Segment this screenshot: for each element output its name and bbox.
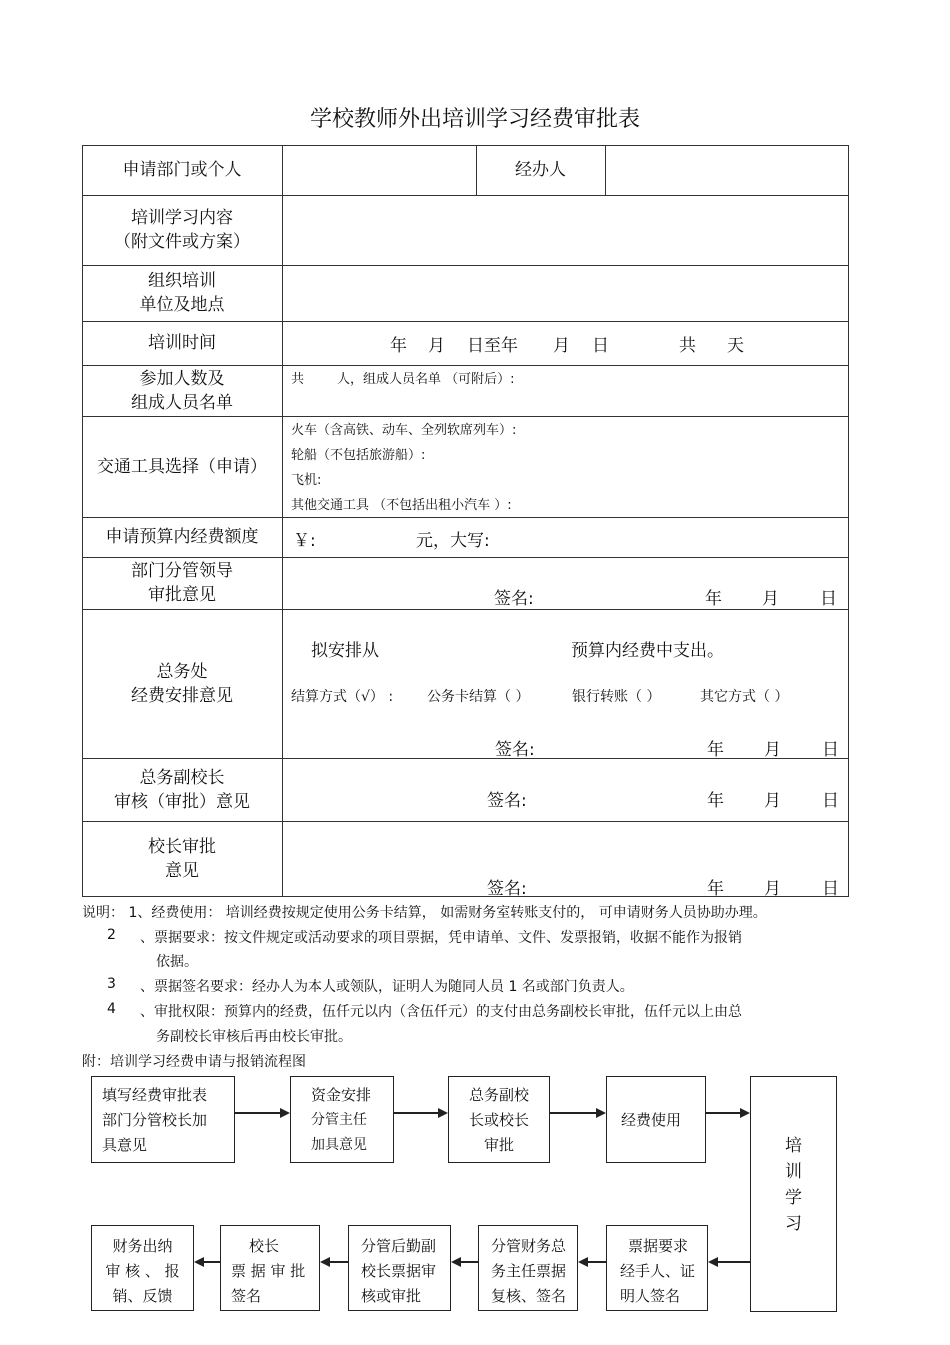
note-3-num: 3 [107,976,116,992]
flow-step-training [750,1076,837,1312]
flow-step-finance-review-line1: 财务出纳 [112,1237,173,1255]
flow-step-training-char4: 习 [785,1214,802,1234]
dept-year: 年 [705,589,722,609]
flow-step-fund-arrange [290,1076,394,1163]
flow-step-fill-form [91,1076,235,1163]
flow-step-fill-form-line3: 具意见 [102,1136,148,1154]
attachment-title: 附：培训学习经费申请与报销流程图 [82,1054,306,1070]
transport-ship: 轮船（不包括旅游船）: [291,448,426,463]
flow-arrow-right-icon [235,1106,290,1120]
flow-step-principal-sign-line1: 校长 [249,1237,280,1255]
flow-arrow-right-icon [550,1106,606,1120]
flow-arrow-left-icon [451,1255,478,1269]
flow-step-receipt-rules [606,1225,708,1311]
flow-step-finance-review-line3: 销、反馈 [112,1287,173,1305]
principal-year: 年 [707,879,724,899]
content-label [82,195,282,265]
dept-label-line2: 审批意见 [148,585,216,605]
transport-label: 交通工具选择（申请） [97,456,267,477]
dept-label [82,557,282,609]
flow-step-vp-approve [448,1076,550,1163]
general-label-line1: 总务处 [156,661,208,682]
note-2-num: 2 [107,927,116,943]
handler-label: 经办人 [515,160,566,180]
flow-step-logistics-vp-line1: 分管后勤副 [361,1237,437,1255]
vp-sign: 签名: [487,791,527,811]
flow-step-vp-approve-line3: 审批 [483,1136,514,1154]
people-total: 共 [291,372,305,387]
budget-label: 申请预算内经费额度 [105,527,259,547]
flow-arrow-left-icon [578,1255,606,1269]
settle-bank: 银行转账（ ） [572,689,661,705]
vp-month: 月 [764,791,781,811]
flow-step-logistics-vp-line3: 核或审批 [361,1287,422,1305]
dept-sign: 签名: [494,589,534,609]
flow-arrow-right-icon [706,1106,750,1120]
flow-step-fund-arrange-line2: 分管主任 [311,1112,367,1128]
flow-step-training-char1: 培 [785,1136,802,1156]
flow-step-fund-arrange-line3: 加具意见 [311,1137,367,1153]
general-sign: 签名: [495,740,535,760]
org-label-line1: 组织培训 [148,271,216,291]
content-label-line1: 培训学习内容 [131,208,233,228]
org-label [82,265,282,321]
flow-step-principal-sign-line3: 签名 [231,1287,262,1305]
org-field[interactable] [282,265,848,321]
dept-day: 日 [820,589,837,609]
transport-plane: 飞机: [291,473,322,488]
people-label-line1: 参加人数及 [139,368,225,389]
org-label-line2: 单位及地点 [139,295,225,315]
flow-arrow-left-icon [708,1255,750,1269]
settle-method: 结算方式（√） : [291,689,394,705]
principal-label-line1: 校长审批 [148,836,216,857]
vp-label [82,758,282,821]
transport-other: 其他交通工具 （不包括出租小汽车 ）: [291,498,512,513]
flow-step-finance-review-line2: 审 核 、 报 [105,1262,180,1280]
handler-field[interactable] [605,145,848,195]
general-year: 年 [707,740,724,760]
time-label: 培训时间 [148,333,216,353]
transport-train: 火车（含高铁、动车、全列软席列车）: [291,423,517,438]
flow-step-use-funds [606,1076,706,1163]
flow-step-training-char2: 训 [785,1162,802,1182]
flow-step-logistics-vp [348,1225,451,1311]
general-month: 月 [764,740,781,760]
vp-day: 日 [822,791,839,811]
settle-other: 其它方式（ ） [700,689,789,705]
flow-step-receipt-rules-line1: 票据要求 [628,1237,689,1255]
flow-step-finance-director-line1: 分管财务总 [491,1237,567,1255]
note-2: 、票据要求：按文件规定或活动要求的项目票据，凭申请单、文件、发票报销，收据不能作为报销 [140,930,742,946]
applicant-field[interactable] [282,145,476,195]
note-4-cont: 务副校长审核后再由校长审批。 [156,1029,352,1045]
flow-step-finance-director-line3: 复核、签名 [491,1287,567,1305]
flow-arrow-left-icon [320,1255,348,1269]
time-day-to: 日至年 [467,336,518,356]
flow-arrow-right-icon [394,1106,448,1120]
time-days: 天 [727,336,744,356]
time-total: 共 [679,336,696,356]
flow-step-receipt-rules-line2: 经手人、证 [620,1262,696,1280]
general-label-line2: 经费安排意见 [131,685,233,706]
general-day: 日 [822,740,839,760]
flow-step-vp-approve-line2: 长或校长 [468,1111,529,1129]
vp-label-line1: 总务副校长 [139,767,225,788]
vp-label-line2: 审核（审批）意见 [114,791,250,812]
note-2-cont: 依据。 [156,954,198,970]
principal-label [82,821,282,896]
vp-year: 年 [707,791,724,811]
note-4: 、审批权限：预算内的经费，伍仟元以内（含伍仟元）的支付由总务副校长审批，伍仟元以上由总 [140,1004,742,1020]
people-label [82,365,282,416]
note-3: 、票据签名要求：经办人为本人或领队，证明人为随同人员 1 名或部门负责人。 [140,979,634,995]
time-day2: 日 [592,336,609,356]
flow-arrow-left-icon [194,1255,220,1269]
flow-step-finance-director [478,1225,578,1311]
flow-step-fill-form-line1: 填写经费审批表 [102,1086,208,1104]
flow-step-finance-review [91,1225,194,1311]
content-field[interactable] [282,195,848,265]
page-title: 学校教师外出培训学习经费审批表 [309,107,640,132]
time-month: 月 [428,336,445,356]
settle-card: 公务卡结算（ ） [427,689,530,705]
principal-sign: 签名: [487,879,527,899]
note-4-num: 4 [107,1001,116,1017]
budget-yuan: 元，大写: [416,531,490,551]
flow-step-logistics-vp-line2: 校长票据审 [361,1262,437,1280]
dept-month: 月 [762,589,779,609]
flow-step-vp-approve-line1: 总务副校 [468,1086,529,1104]
general-arrange: 拟安排从 [311,641,379,661]
content-label-line2: （附文件或方案） [114,232,250,252]
applicant-label: 申请部门或个人 [122,160,242,180]
dept-label-line1: 部门分管领导 [131,561,233,581]
principal-month: 月 [764,879,781,899]
principal-label-line2: 意见 [165,860,199,881]
general-budget: 预算内经费中支出。 [571,641,724,661]
flow-step-finance-director-line2: 务主任票据 [491,1262,567,1280]
time-month2: 月 [553,336,570,356]
flow-step-use-funds-line1: 经费使用 [621,1111,682,1129]
budget-yen: ￥: [293,531,316,551]
flow-step-receipt-rules-line3: 明人签名 [620,1287,681,1305]
flow-step-training-char3: 学 [785,1188,802,1208]
flow-step-fund-arrange-line1: 资金安排 [311,1086,372,1104]
flow-step-fill-form-line2: 部门分管校长加 [102,1111,208,1129]
time-year: 年 [390,336,407,356]
people-rest: 人，组成人员名单 （可附后）: [337,372,515,387]
note-1: 说明： 1、经费使用： 培训经费按规定使用公务卡结算， 如需财务室转账支付的， 可申请财务人员协助办理。 [82,905,767,921]
flow-step-principal-sign-line2: 票 据 审 批 [231,1262,306,1280]
people-label-line2: 组成人员名单 [131,392,233,413]
flow-step-principal-sign [220,1225,320,1311]
principal-day: 日 [822,879,839,899]
general-label [82,609,282,758]
